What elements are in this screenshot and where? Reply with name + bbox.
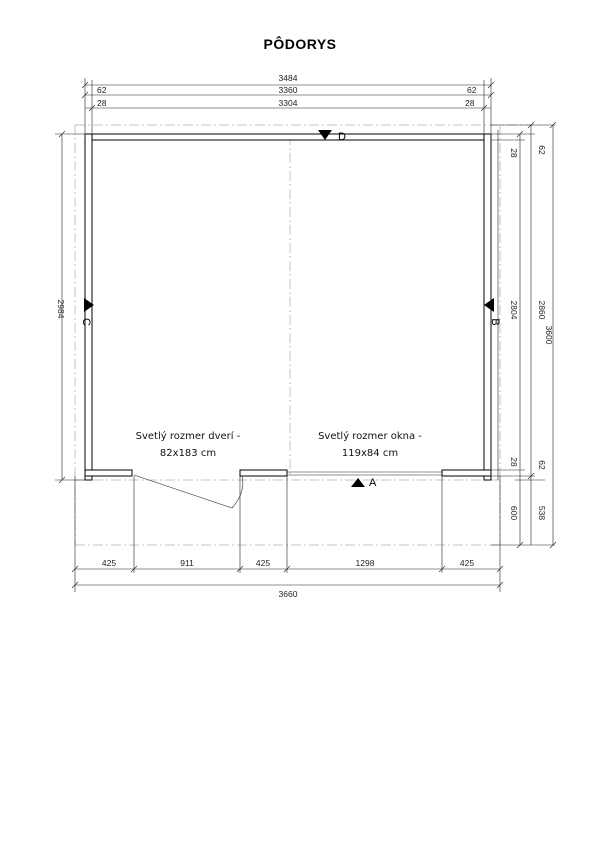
door-note-line2: 82x183 cm xyxy=(159,448,217,459)
dim-bottom-segment: 425 xyxy=(101,558,117,568)
dim-right-total: 3600 xyxy=(544,325,554,345)
dim-bottom-total: 3660 xyxy=(278,589,298,599)
top-dimensions xyxy=(82,73,494,140)
axis-lines xyxy=(75,125,540,545)
section-label-d: D xyxy=(338,131,346,143)
dim-top-right-outer: 62 xyxy=(467,85,477,95)
dim-right-top-inner: 28 xyxy=(509,148,519,158)
walls xyxy=(85,134,491,480)
dim-right-600: 600 xyxy=(509,505,519,521)
dim-right-top-outer: 62 xyxy=(537,145,547,155)
dim-right-bottom-inner: 28 xyxy=(509,457,519,467)
dim-bottom-segment: 425 xyxy=(255,558,271,568)
right-dimensions xyxy=(491,122,556,548)
dim-top-middle: 3360 xyxy=(278,85,298,95)
dim-right-538: 538 xyxy=(537,505,547,521)
dim-top-overall: 3484 xyxy=(278,73,298,83)
section-arrow-a xyxy=(351,478,365,487)
window-note-line2: 119x84 cm xyxy=(341,448,399,459)
notes xyxy=(136,430,423,459)
section-label-b: B xyxy=(489,318,501,326)
dim-top-left-inner: 28 xyxy=(97,98,107,108)
dim-right-inner: 2804 xyxy=(509,300,519,320)
bottom-dimensions xyxy=(72,476,503,599)
left-dimensions xyxy=(55,131,85,483)
wall-top xyxy=(85,134,491,140)
page-title: PÔDORYS xyxy=(263,36,337,52)
dim-right-mid: 2860 xyxy=(537,300,547,320)
dim-top-right-inner: 28 xyxy=(465,98,475,108)
wall-bottom-segment xyxy=(442,470,491,476)
dim-top-left-outer: 62 xyxy=(97,85,107,95)
section-label-a: A xyxy=(369,477,377,489)
wall-bottom-segment xyxy=(85,470,132,476)
dim-bottom-segment: 1298 xyxy=(355,558,375,568)
door-note-line1: Svetlý rozmer dverí - xyxy=(135,431,241,442)
window-note-line1: Svetlý rozmer okna - xyxy=(318,431,422,442)
dim-right-bottom-outer: 62 xyxy=(537,460,547,470)
section-label-c: C xyxy=(80,318,92,326)
dim-top-inner: 3304 xyxy=(278,98,298,108)
wall-bottom-segment xyxy=(240,470,287,476)
dim-left-height: 2984 xyxy=(56,299,66,319)
dim-bottom-segment: 425 xyxy=(459,558,475,568)
dim-bottom-segment: 911 xyxy=(180,558,194,568)
